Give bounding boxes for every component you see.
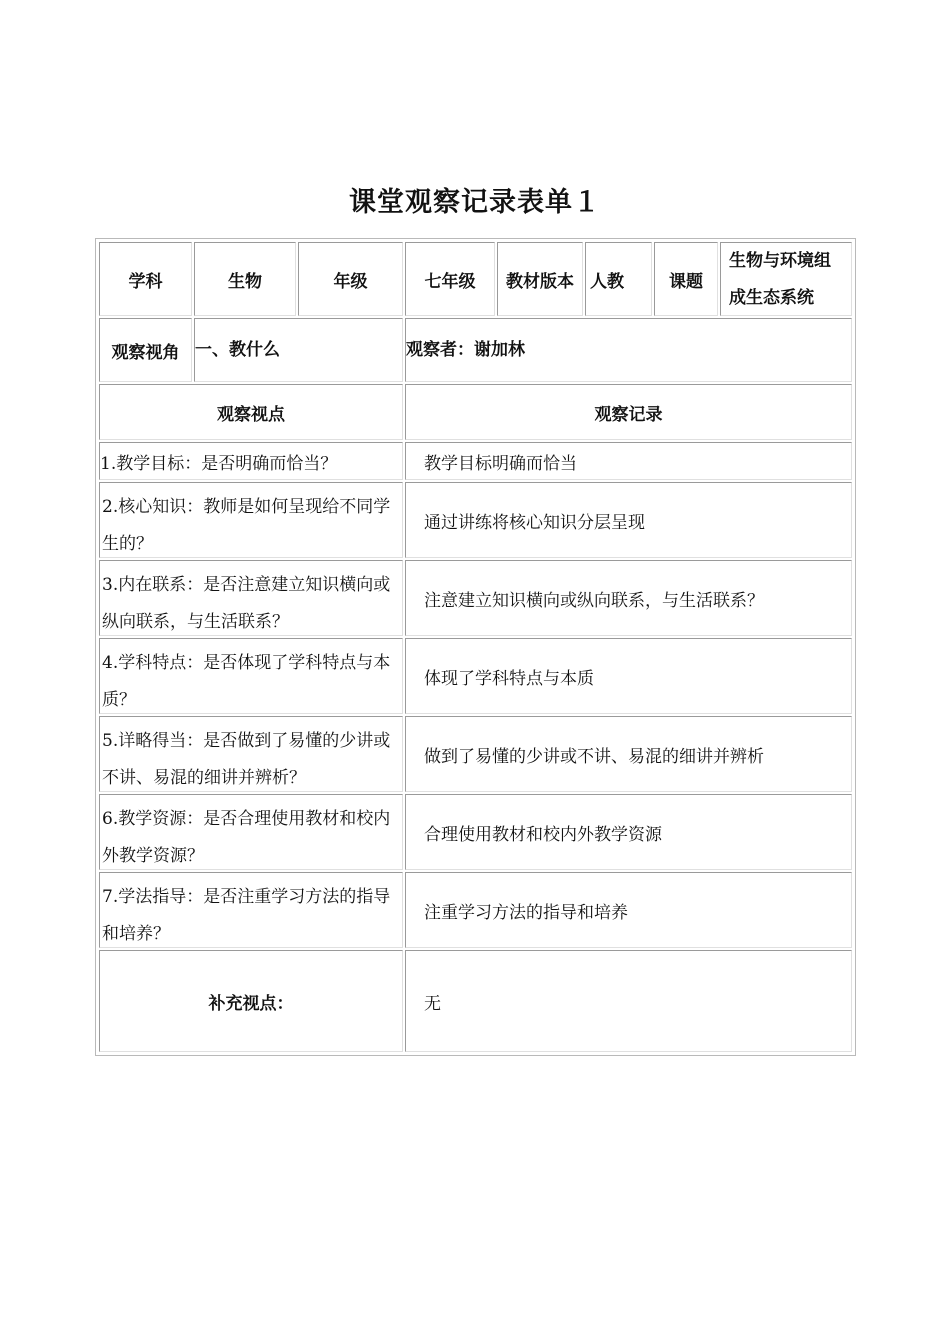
grade-value: 七年级	[405, 242, 495, 316]
observer: 观察者：谢加林	[405, 318, 852, 382]
column-header-viewpoint: 观察视点	[99, 384, 403, 440]
record-3: 注意建立知识横向或纵向联系，与生活联系？	[405, 560, 852, 636]
edition-label: 教材版本	[497, 242, 583, 316]
question-7: 7.学法指导：是否注重学习方法的指导和培养？	[99, 872, 403, 948]
topic-value: 生物与环境组成生态系统	[720, 242, 852, 316]
question-6: 6.教学资源：是否合理使用教材和校内外教学资源？	[99, 794, 403, 870]
question-5: 5.详略得当：是否做到了易懂的少讲或不讲、易混的细讲并辨析？	[99, 716, 403, 792]
perspective-label: 观察视角	[99, 318, 192, 382]
perspective-value: 一、教什么	[194, 318, 403, 382]
supplement-label: 补充视点：	[99, 950, 403, 1052]
grade-label: 年级	[298, 242, 403, 316]
record-1: 教学目标明确而恰当	[405, 442, 852, 480]
page-title: 课堂观察记录表单１	[349, 187, 601, 218]
record-5: 做到了易懂的少讲或不讲、易混的细讲并辨析	[405, 716, 852, 792]
record-6: 合理使用教材和校内外教学资源	[405, 794, 852, 870]
question-1: 1.教学目标：是否明确而恰当？	[99, 442, 403, 480]
subject-value: 生物	[194, 242, 296, 316]
record-2: 通过讲练将核心知识分层呈现	[405, 482, 852, 558]
supplement-value: 无	[405, 950, 852, 1052]
record-4: 体现了学科特点与本质	[405, 638, 852, 714]
question-3: 3.内在联系：是否注意建立知识横向或纵向联系，与生活联系？	[99, 560, 403, 636]
topic-label: 课题	[654, 242, 718, 316]
column-header-record: 观察记录	[405, 384, 852, 440]
question-4: 4.学科特点：是否体现了学科特点与本质？	[99, 638, 403, 714]
record-7: 注重学习方法的指导和培养	[405, 872, 852, 948]
subject-label: 学科	[99, 242, 192, 316]
edition-value: 人教	[585, 242, 652, 316]
question-2: 2.核心知识：教师是如何呈现给不同学生的？	[99, 482, 403, 558]
